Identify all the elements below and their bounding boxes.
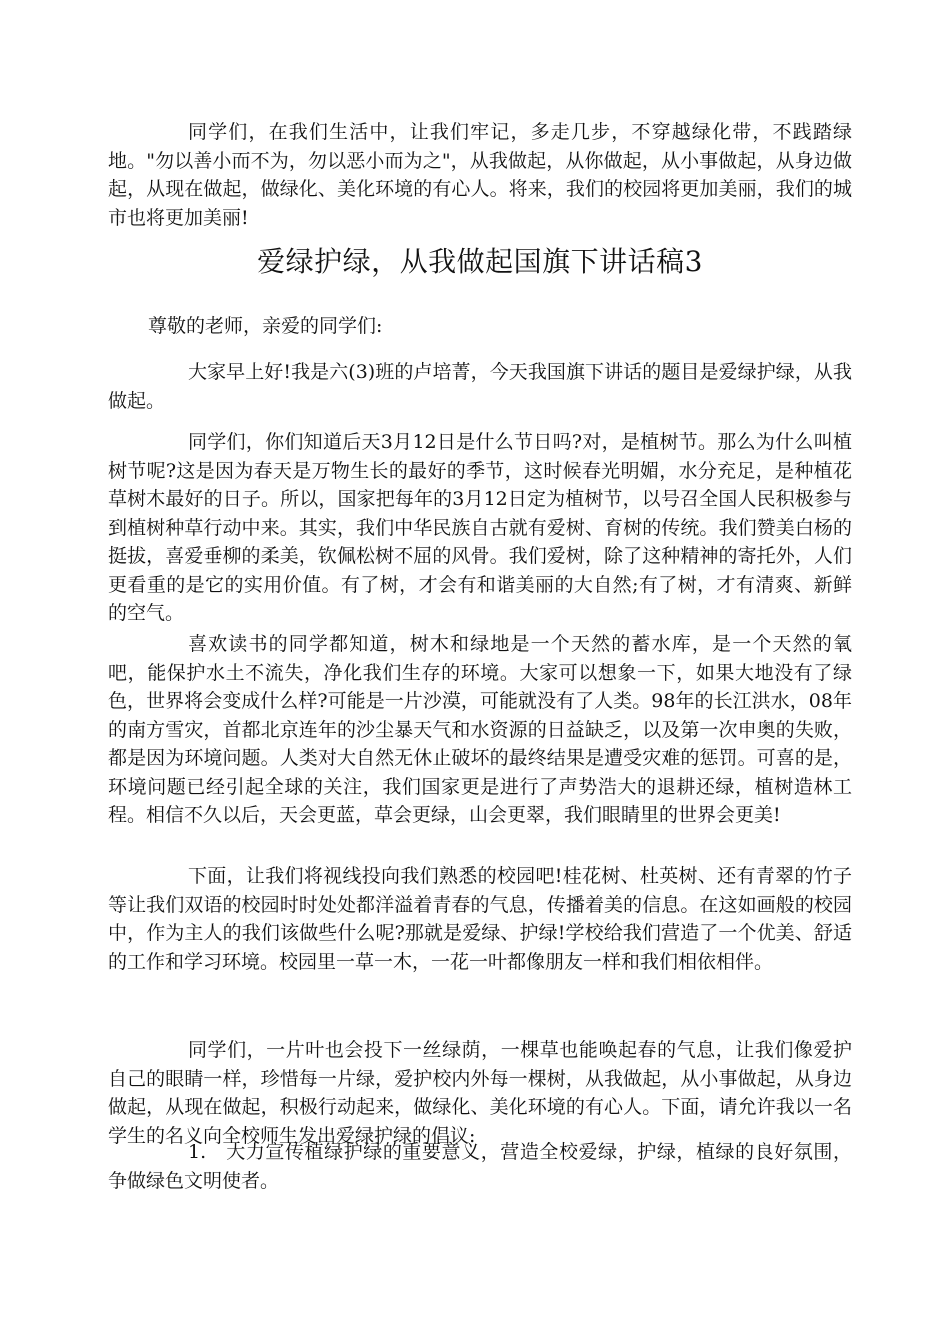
paragraph-2: 同学们，你们知道后天3月12日是什么节日吗?对，是植树节。那么为什么叫植树节呢?这是因为春天是万物生长的最好的季节，这时候春光明媚，水分充足，是种植花草树木最好的日子。所以，国家把每年的3月12日定为植树节，以号召全国人民积极参与到植树种草行动中来。其实，我们中华民族自古就有爱树、育树的传统。我们赞美白杨的挺拔，喜爱垂柳的柔美，钦佩松树不屈的风骨。我们爱树，除了这种精神的寄托外，人们更看重的是它的实用价值。有了树，才会有和谐美丽的大自然;有了树，才有清爽、新鲜的空气。 bbox=[108, 431, 852, 624]
document-title: 爱绿护绿，从我做起国旗下讲话稿3 bbox=[257, 245, 703, 278]
paragraph-1: 大家早上好!我是六(3)班的卢培菁，今天我国旗下讲话的题目是爱绿护绿，从我做起。 bbox=[108, 361, 852, 412]
paragraph-intro: 同学们，在我们生活中，让我们牢记，多走几步，不穿越绿化带，不践踏绿地。"勿以善小而不为，勿以恶小而为之"，从我做起，从你做起，从小事做起，从身边做起，从现在做起，做绿化、美化环境的有心人。将来，我们的校园将更加美丽，我们的城市也将更加美丽! bbox=[108, 121, 852, 229]
salutation: 尊敬的老师，亲爱的同学们: bbox=[148, 315, 383, 337]
paragraph-3: 喜欢读书的同学都知道，树木和绿地是一个天然的蓄水库，是一个天然的氧吧，能保护水土不流失，净化我们生存的环境。大家可以想象一下，如果大地没有了绿色，世界将会变成什么样?可能是一片沙漠，可能就没有了人类。98年的长江洪水，08年的南方雪灾，首都北京连年的沙尘暴天气和水资源的日益缺乏，以及第一次申奥的失败，都是因为环境问题。人类对大自然无休止破坏的最终结果是遭受灾难的惩罚。可喜的是，环境问题已经引起全球的关注，我们国家更是进行了声势浩大的退耕还绿，植树造林工程。相信不久以后，天会更蓝，草会更绿，山会更翠，我们眼睛里的世界会更美! bbox=[108, 633, 852, 826]
paragraph-6: 1. 大力宣传植绿护绿的重要意义，营造全校爱绿，护绿，植绿的良好氛围，争做绿色文明使者。 bbox=[108, 1141, 852, 1192]
paragraph-5: 同学们，一片叶也会投下一丝绿荫，一棵草也能唤起春的气息，让我们像爱护自己的眼睛一样，珍惜每一片绿，爱护校内外每一棵树，从我做起，从小事做起，从身边做起，从现在做起，积极行动起来，做绿化、美化环境的有心人。下面，请允许我以一名学生的名义向全校师生发出爱绿护绿的倡议: bbox=[108, 1039, 852, 1147]
paragraph-4: 下面，让我们将视线投向我们熟悉的校园吧!桂花树、杜英树、还有青翠的竹子等让我们双语的校园时时处处都洋溢着青春的气息，传播着美的信息。在这如画般的校园中，作为主人的我们该做些什么呢?那就是爱绿、护绿!学校给我们营造了一个优美、舒适的工作和学习环境。校园里一草一木，一花一叶都像朋友一样和我们相依相伴。 bbox=[108, 865, 852, 973]
